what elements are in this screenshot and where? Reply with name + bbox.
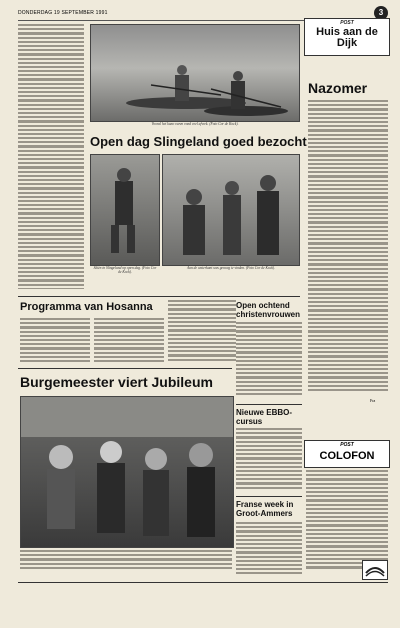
huis-aan-de-dijk-title: Huis aan de Dijk [316, 26, 378, 49]
article-hosanna-col1 [20, 318, 90, 364]
colofon-post-logo: POST [340, 442, 354, 448]
post-logo: POST [340, 20, 354, 26]
caption-canoe: Vooral het kano varen vond veel afvrek. (Foto Cor de Kock). [151, 122, 239, 126]
section-divider-3 [236, 404, 302, 405]
article-ebbo [236, 428, 302, 492]
headline-franse-week: Franse week in Groot-Ammers [236, 500, 294, 518]
colofon-details [306, 470, 388, 574]
section-divider [18, 296, 300, 297]
headline-nazomer: Nazomer [308, 80, 368, 96]
section-divider-2 [18, 368, 232, 369]
caption-waterkant: Aan de waterkant was genoeg te vinden. (Foto Cor de Kock). [186, 266, 276, 270]
colofon-title: COLOFON [319, 450, 375, 462]
article-hosanna-col3 [168, 300, 236, 364]
canoe-photo [90, 24, 300, 122]
publisher-logo-icon [362, 560, 388, 580]
article-column-left [18, 24, 84, 289]
continued-mark: Fra [370, 398, 376, 403]
page-bottom-rule [18, 582, 388, 583]
headline-burgemeester: Burgemeester viert Jubileum [20, 374, 213, 390]
article-christenvrouwen [236, 322, 302, 398]
colofon-box [304, 440, 390, 468]
huis-aan-de-dijk-box [304, 18, 390, 56]
page-number: 3 [374, 6, 388, 20]
article-nazomer [308, 100, 388, 398]
article-hosanna-col2 [94, 318, 164, 364]
caption-jubileum [20, 550, 232, 576]
section-divider-4 [236, 496, 302, 497]
ski-photo [90, 154, 160, 266]
article-franse-week [236, 522, 302, 578]
waterkant-photo [162, 154, 300, 266]
headline-ebbo: Nieuwe EBBO-cursus [236, 408, 293, 426]
caption-ski: Skiën in Slingeland op open dag. (Foto Cor de Kock). [93, 266, 157, 274]
headline-slingeland: Open dag Slingeland goed bezocht [90, 134, 307, 149]
headline-hosanna: Programma van Hosanna [20, 301, 153, 313]
jubileum-photo [20, 396, 234, 548]
headline-christenvrouwen: Open ochtend christenvrouwen [236, 301, 301, 319]
issue-date: DONDERDAG 19 SEPTEMBER 1991 [18, 10, 108, 16]
